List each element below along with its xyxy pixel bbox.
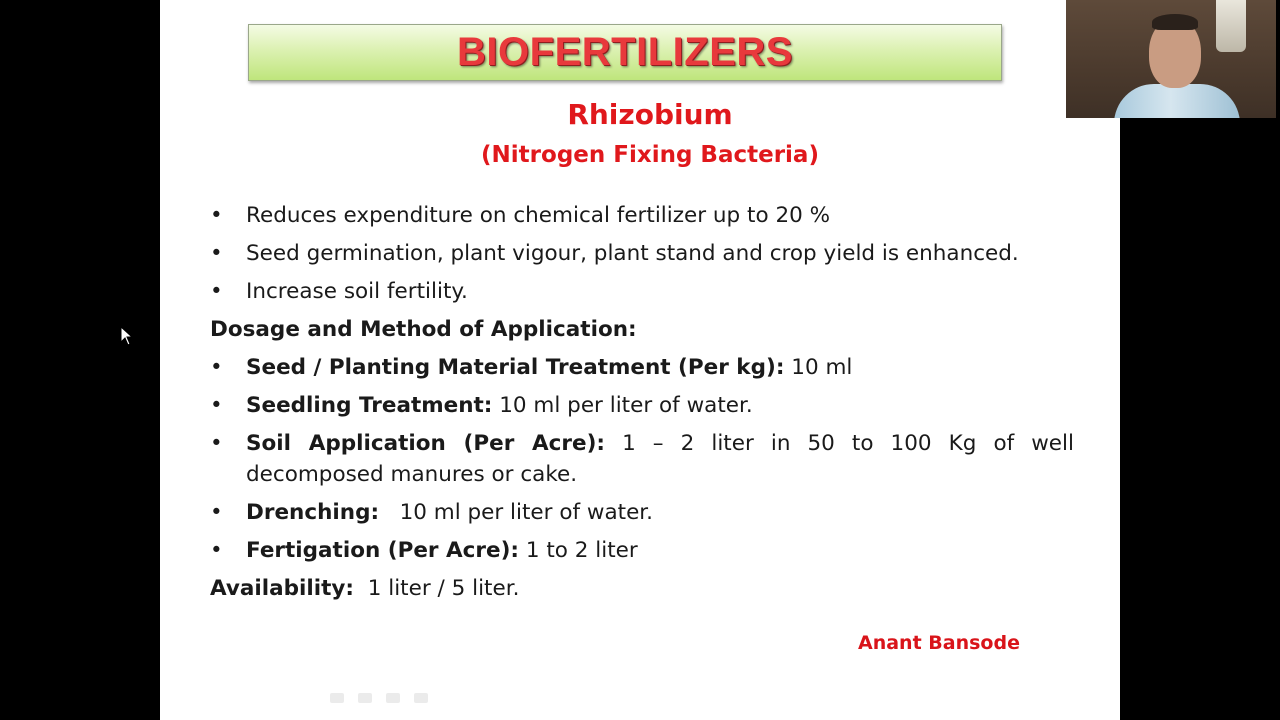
benefit-item: • Increase soil fertility. bbox=[210, 276, 1074, 307]
slide-title: BIOFERTILIZERS bbox=[457, 30, 793, 74]
dosage-item bbox=[210, 497, 1074, 528]
title-banner bbox=[248, 24, 1002, 81]
slide-content bbox=[210, 200, 1081, 604]
dosage-label: Drenching: bbox=[246, 500, 380, 525]
dosage-value: 1 to 2 liter bbox=[519, 538, 638, 563]
dosage-item bbox=[210, 428, 1081, 490]
author-name: Anant Bansode bbox=[858, 632, 1020, 654]
dosage-label: Soil Application (Per Acre): bbox=[246, 431, 606, 456]
dosage-item bbox=[210, 390, 1074, 421]
presentation-slide bbox=[160, 0, 1120, 720]
dosage-heading: Dosage and Method of Application: bbox=[210, 317, 637, 342]
webcam-person-hair bbox=[1152, 14, 1198, 30]
availability-value: 1 liter / 5 liter. bbox=[354, 576, 520, 601]
slideshow-toolbar[interactable] bbox=[330, 693, 428, 703]
dosage-item bbox=[210, 352, 1074, 383]
benefit-item: • Reduces expenditure on chemical fertilizer up to 20 % bbox=[210, 200, 1074, 231]
dosage-label: Seed / Planting Material Treatment (Per kg): bbox=[246, 355, 785, 380]
zoom-icon[interactable] bbox=[414, 693, 428, 703]
webcam-overlay bbox=[1066, 0, 1276, 118]
availability-line bbox=[210, 573, 1074, 604]
availability-label: Availability: bbox=[210, 576, 355, 601]
dosage-value: 10 ml per liter of water. bbox=[379, 500, 654, 525]
dosage-value: 1 – 2 liter in 50 to 100 Kg of well decomposed manures or cake. bbox=[246, 431, 1081, 487]
mouse-cursor-icon bbox=[120, 326, 134, 346]
webcam-person-shirt bbox=[1114, 84, 1240, 118]
slide-subtitle-paren: (Nitrogen Fixing Bacteria) bbox=[481, 142, 819, 168]
dosage-label: Seedling Treatment: bbox=[246, 393, 493, 418]
prev-slide-icon[interactable] bbox=[330, 693, 344, 703]
dosage-label: Fertigation (Per Acre): bbox=[246, 538, 520, 563]
dosage-item bbox=[210, 535, 1074, 566]
pen-icon[interactable] bbox=[358, 693, 372, 703]
benefit-item: • Seed germination, plant vigour, plant stand and crop yield is enhanced. bbox=[210, 238, 1074, 269]
dosage-value: 10 ml per liter of water. bbox=[492, 393, 753, 418]
dosage-value: 10 ml bbox=[784, 355, 853, 380]
webcam-lamp bbox=[1216, 0, 1246, 52]
slide-subtitle: Rhizobium bbox=[567, 98, 733, 131]
menu-icon[interactable] bbox=[386, 693, 400, 703]
